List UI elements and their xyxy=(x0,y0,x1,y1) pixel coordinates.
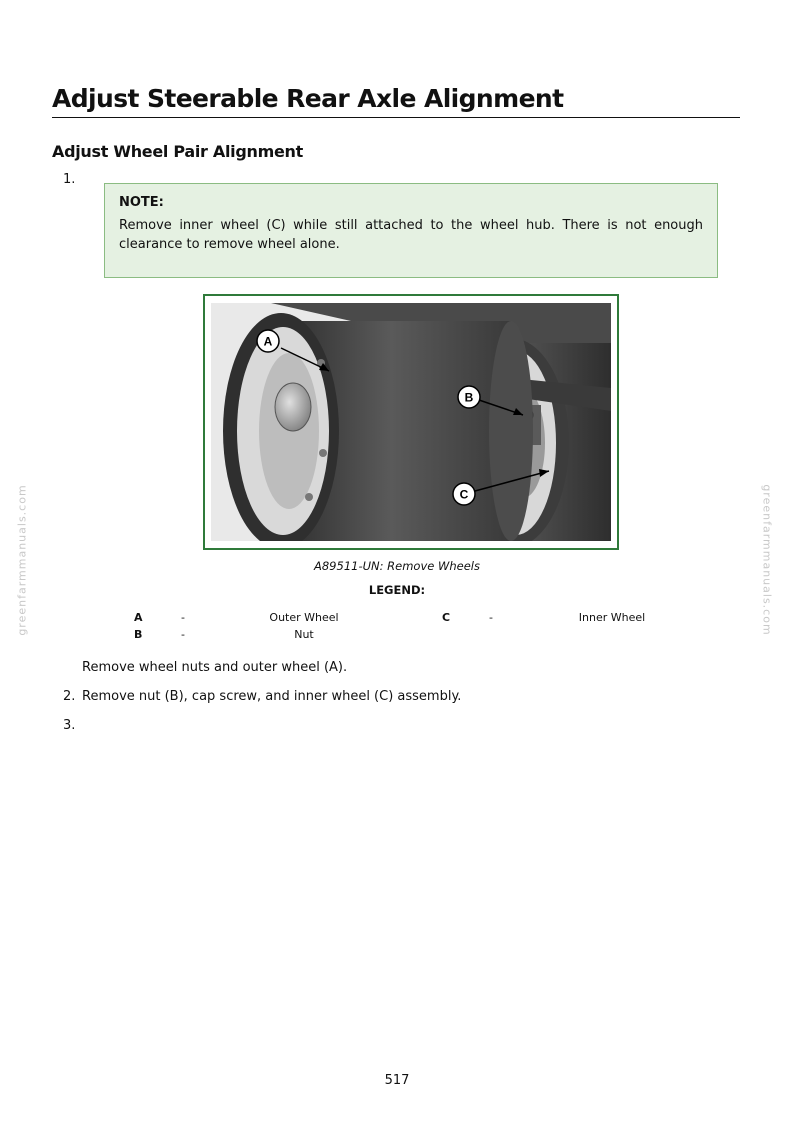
legend-key-b: B xyxy=(134,628,143,641)
step-1-number: 1. xyxy=(63,172,76,187)
legend-dash-a: - xyxy=(181,611,185,624)
legend-key-c: C xyxy=(442,611,451,624)
figure-remove-wheels xyxy=(203,294,619,550)
page-title: Adjust Steerable Rear Axle Alignment xyxy=(52,84,740,118)
legend-key-a: A xyxy=(134,611,143,624)
step-1-text: Remove wheel nuts and outer wheel (A). xyxy=(82,660,348,675)
legend-value-c: Inner Wheel xyxy=(578,611,646,624)
legend-title: LEGEND: xyxy=(368,583,426,597)
page-number: 517 xyxy=(384,1073,410,1088)
callout-c-label: C xyxy=(459,487,469,502)
step-2-number: 2. xyxy=(63,689,76,704)
note-box xyxy=(104,183,718,278)
section-subtitle: Adjust Wheel Pair Alignment xyxy=(52,142,303,161)
legend-value-a: Outer Wheel xyxy=(269,611,339,624)
callout-a-label: A xyxy=(263,334,273,349)
note-title: NOTE: xyxy=(119,195,164,210)
step-3-number: 3. xyxy=(63,718,76,733)
note-body: Remove inner wheel (C) while still attached to the wheel hub. There is not enough clearance to remove wheel alone. xyxy=(119,218,703,252)
step-2-text: Remove nut (B), cap screw, and inner wheel (C) assembly. xyxy=(82,689,462,704)
legend-value-b: Nut xyxy=(294,628,314,641)
watermark-left: greenfarmmanuals.com xyxy=(15,484,29,636)
watermark-right: greenfarmmanuals.com xyxy=(760,484,774,636)
wheel-illustration xyxy=(211,303,611,541)
legend-dash-b: - xyxy=(181,628,185,641)
callout-b-label: B xyxy=(464,390,474,405)
legend-dash-c: - xyxy=(489,611,493,624)
figure-caption: A89511-UN: Remove Wheels xyxy=(314,559,480,573)
